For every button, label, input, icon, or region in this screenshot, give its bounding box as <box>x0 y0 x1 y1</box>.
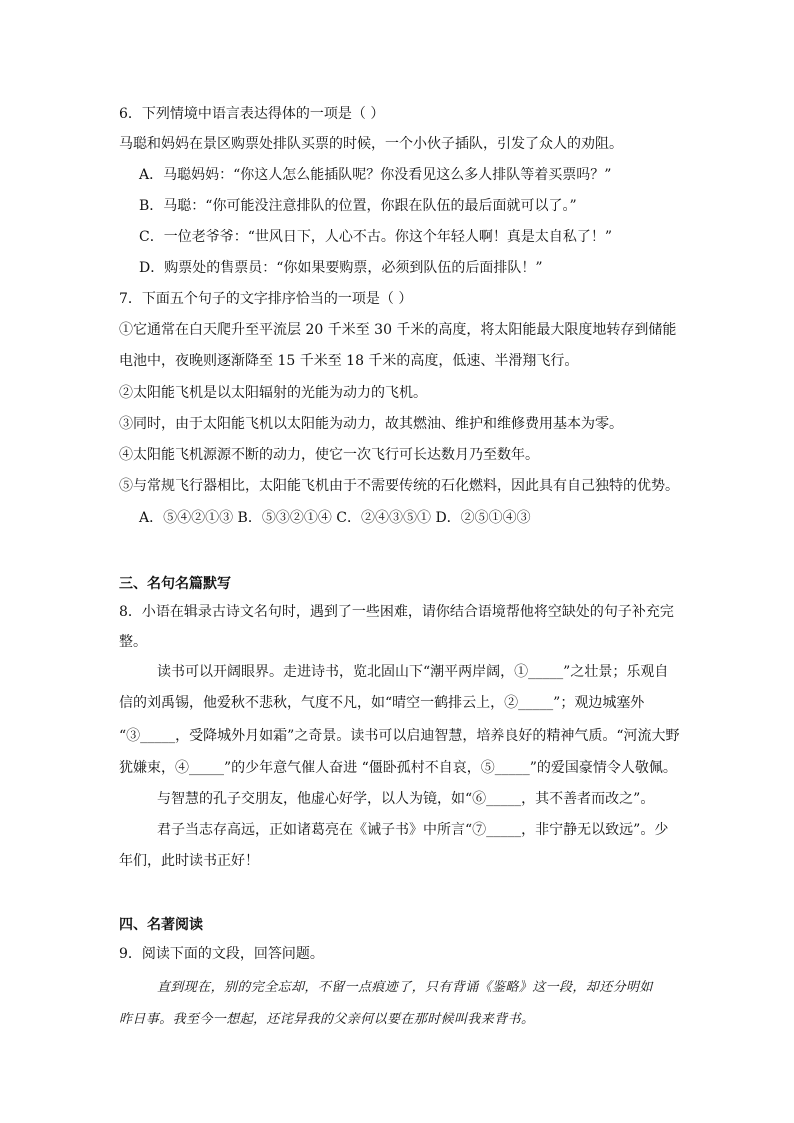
excerpt-line1: 直到现在，别的完全忘却，不留一点痕迹了，只有背诵《鉴略》这一段，却还分明如 <box>157 980 653 995</box>
q8-paragraph-3-line2: 年们，此时读书正好！ <box>119 853 259 869</box>
q8-paragraph-line2: 信的刘禹锡，他爱秋不悲秋，气度不凡，如“晴空一鹤排云上，②_____”；观边城塞外 <box>119 695 645 711</box>
q8-paragraph-2: 与智慧的孔子交朋友，他虚心好学，以人为镜，如“⑥_____，其不善者而改之”。 <box>157 791 655 807</box>
q8-paragraph-line1: 读书可以开阔眼界。走进诗书，览北固山下“潮平两岸阔，①_____”之壮景；乐观自 <box>157 664 669 680</box>
q7-stem: 7．下面五个句子的文字排序恰当的一项是（ ） <box>119 291 413 307</box>
section-4-heading: 四、名著阅读 <box>119 917 203 933</box>
q7-sentence-4: ④太阳能飞机源源不断的动力，使它一次飞行可长达数月乃至数年。 <box>119 447 539 463</box>
q8-paragraph-3-line1: 君子当志存高远，正如诸葛亮在《诫子书》中所言“⑦_____，非宁静无以致远”。少 <box>157 822 669 838</box>
q6-context: 马聪和妈妈在景区购票处排队买票的时候，一个小伙子插队，引发了众人的劝阻。 <box>119 136 623 152</box>
q8-paragraph-line3: “③_____，受降城外月如霜”之奇景。读书可以启迪智慧，培养良好的精神气质。“河流大野 <box>119 728 680 744</box>
q6-option-b: B．马聪：“你可能没注意排队的位置，你跟在队伍的最后面就可以了。” <box>139 198 577 214</box>
q8-stem-line1: 8．小语在辑录古诗文名句时，遇到了一些困难，请你结合语境帮他将空缺处的句子补充完 <box>119 604 674 620</box>
q6-option-d: D．购票处的售票员：“你如果要购票，必须到队伍的后面排队！” <box>139 260 543 276</box>
q7-sentence-2: ②太阳能飞机是以太阳辐射的光能为动力的飞机。 <box>119 385 427 401</box>
q7-sentence-1-line1: ①它通常在白天爬升至平流层 20 千米至 30 千米的高度，将太阳能最大限度地转存到储能 <box>119 322 677 338</box>
q7-sentence-3: ③同时，由于太阳能飞机以太阳能为动力，故其燃油、维护和维修费用基本为零。 <box>119 416 623 432</box>
section-3-heading: 三、名句名篇默写 <box>119 576 231 592</box>
q8-paragraph-line4: 犹嫌束，④_____”的少年意气催人奋进 “僵卧孤村不自哀，⑤_____”的爱国豪情令人敬佩。 <box>119 760 677 776</box>
q6-option-a: A．马聪妈妈：“你这人怎么能插队呢？你没看见这么多人排队等着买票吗？” <box>139 167 612 183</box>
q7-options: A．⑤④②①③ B．⑤③②①④ C．②④③⑤① D．②⑤①④③ <box>139 510 531 526</box>
q9-stem: 9．阅读下面的文段，回答问题。 <box>119 946 324 962</box>
q6-option-c: C．一位老爷爷：“世风日下，人心不古。你这个年轻人啊！真是太自私了！” <box>139 229 613 245</box>
q7-sentence-1-line2: 电池中，夜晚则逐渐降至 15 千米至 18 千米的高度，低速、半滑翔飞行。 <box>119 353 579 369</box>
q6-stem: 6．下列情境中语言表达得体的一项是（ ） <box>119 106 385 122</box>
q7-sentence-5: ⑤与常规飞行器相比，太阳能飞机由于不需要传统的石化燃料，因此具有自己独特的优势。 <box>119 478 679 494</box>
q8-stem-line2: 整。 <box>119 634 147 650</box>
excerpt-line2: 昨日事。我至今一想起，还诧异我的父亲何以要在那时候叫我来背书。 <box>119 1012 535 1027</box>
